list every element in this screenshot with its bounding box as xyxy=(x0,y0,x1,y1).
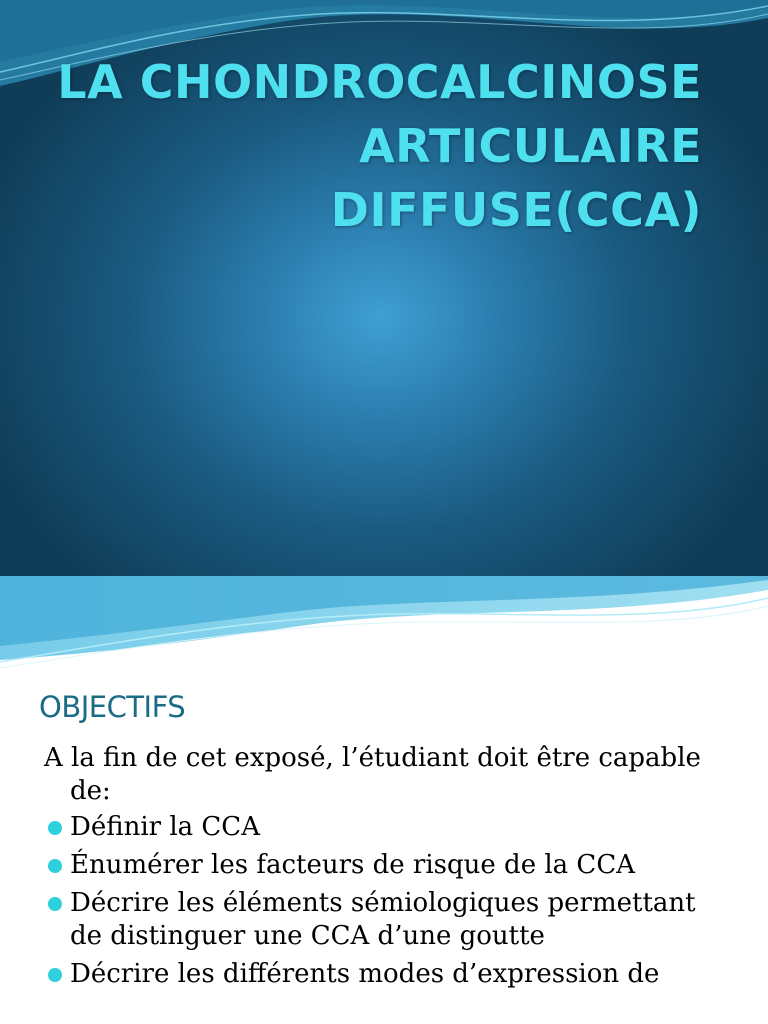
list-item xyxy=(44,849,724,882)
list-item-text: Décrire les éléments sémiologiques permettant de distinguer une CCA d’une goutte xyxy=(70,888,696,951)
list-item xyxy=(44,887,724,953)
objectives-list xyxy=(44,811,724,991)
title-line-3: DIFFUSE(CCA) xyxy=(330,183,702,237)
objectives-heading: OBJECTIFS xyxy=(39,690,186,724)
objectives-slide xyxy=(0,576,768,1024)
bullet-dot-icon xyxy=(48,897,62,911)
intro-text: A la fin de cet exposé, l’étudiant doit être capable de: xyxy=(44,743,701,806)
objectives-body xyxy=(44,742,724,996)
list-item-text: Énumérer les facteurs de risque de la CCA xyxy=(70,850,635,880)
slide-title xyxy=(57,50,702,242)
list-item-text: Décrire les différents modes d’expression de xyxy=(70,959,660,989)
bullet-dot-icon xyxy=(48,859,62,873)
list-item xyxy=(44,811,724,844)
title-line-1: LA CHONDROCALCINOSE xyxy=(57,55,702,109)
top-wave-decoration xyxy=(0,576,768,676)
bullet-dot-icon xyxy=(48,968,62,982)
title-line-2: ARTICULAIRE xyxy=(359,119,702,173)
bullet-dot-icon xyxy=(48,821,62,835)
list-item xyxy=(44,958,724,991)
list-item-text: Définir la CCA xyxy=(70,812,260,842)
